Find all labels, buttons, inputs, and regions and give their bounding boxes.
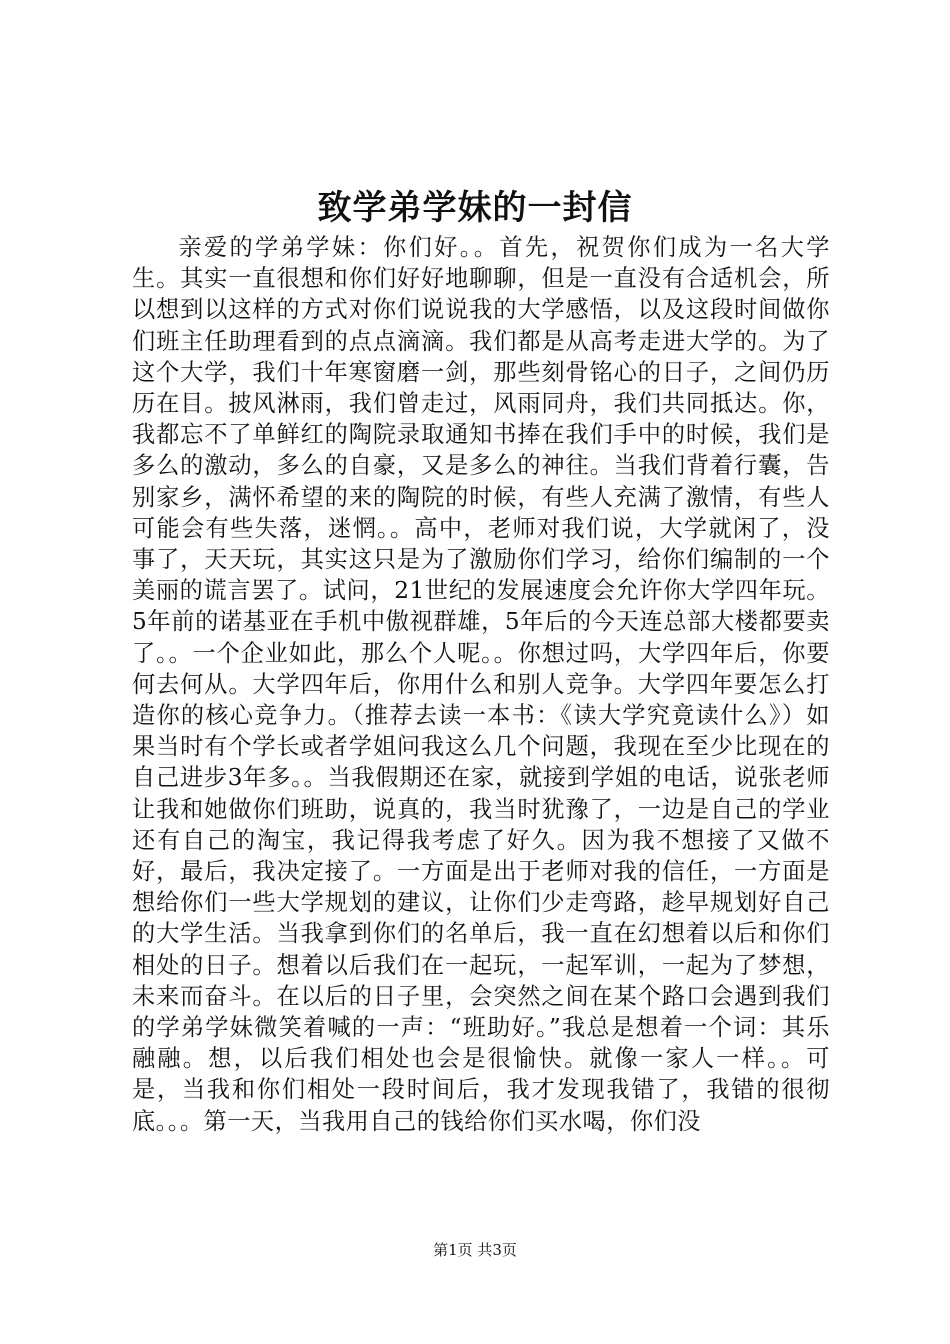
- document-body-paragraph: 亲爱的学弟学妹：你们好。。首先，祝贺你们成为一名大学生。其实一直很想和你们好好地聊聊，但是一直没有合适机会，所以想到以这样的方式对你们说说我的大学感悟，以及这段时间做你们班主任助理看到的点点滴滴。我们都是从高考走进大学的。为了这个大学，我们十年寒窗磨一剑，那些刻骨铭心的日子，之间仍历历在目。披风淋雨，我们曾走过，风雨同舟，我们共同抵达。你，我都忘不了单鲜红的陶院录取通知书捧在我们手中的时候，我们是多么的激动，多么的自豪，又是多么的神往。当我们背着行囊，告别家乡，满怀希望的来的陶院的时候，有些人充满了激情，有些人可能会有些失落，迷惘。。高中，老师对我们说，大学就闲了，没事了，天天玩，其实这只是为了激励你们学习，给你们编制的一个美丽的谎言罢了。试问，21世纪的发展速度会允许你大学四年玩。5年前的诺基亚在手机中傲视群雄，5年后的今天连总部大楼都要卖了。。一个企业如此，那么个人呢。。你想过吗，大学四年后，你要何去何从。大学四年后，你用什么和别人竞争。大学四年要怎么打造你的核心竞争力。（推荐去读一本书：《读大学究竟读什么》）如果当时有个学长或者学姐问我这么几个问题，我现在至少比现在的自己进步3年多。。当我假期还在家，就接到学姐的电话，说张老师让我和她做你们班助，说真的，我当时犹豫了，一边是自己的学业还有自己的淘宝，我记得我考虑了好久。因为我不想接了又做不好，最后，我决定接了。一方面是出于老师对我的信任，一方面是想给你们一些大学规划的建议，让你们少走弯路，趁早规划好自己的大学生活。当我拿到你们的名单后，我一直在幻想着以后和你们相处的日子。想着以后我们在一起玩，一起军训，一起为了梦想，未来而奋斗。在以后的日子里，会突然之间在某个路口会遇到我们的学弟学妹微笑着喊的一声：“班助好。”我总是想着一个词：其乐融融。想，以后我们相处也会是很愉快。就像一家人一样。。可是，当我和你们相处一段时间后，我才发现我错了，我错的很彻底。。。第一天，当我用自己的钱给你们买水喝，你们没: [132, 234, 830, 1135]
- page-number-footer: 第1页 共3页: [433, 1241, 517, 1259]
- document-title: 致学弟学妹的一封信: [317, 188, 633, 228]
